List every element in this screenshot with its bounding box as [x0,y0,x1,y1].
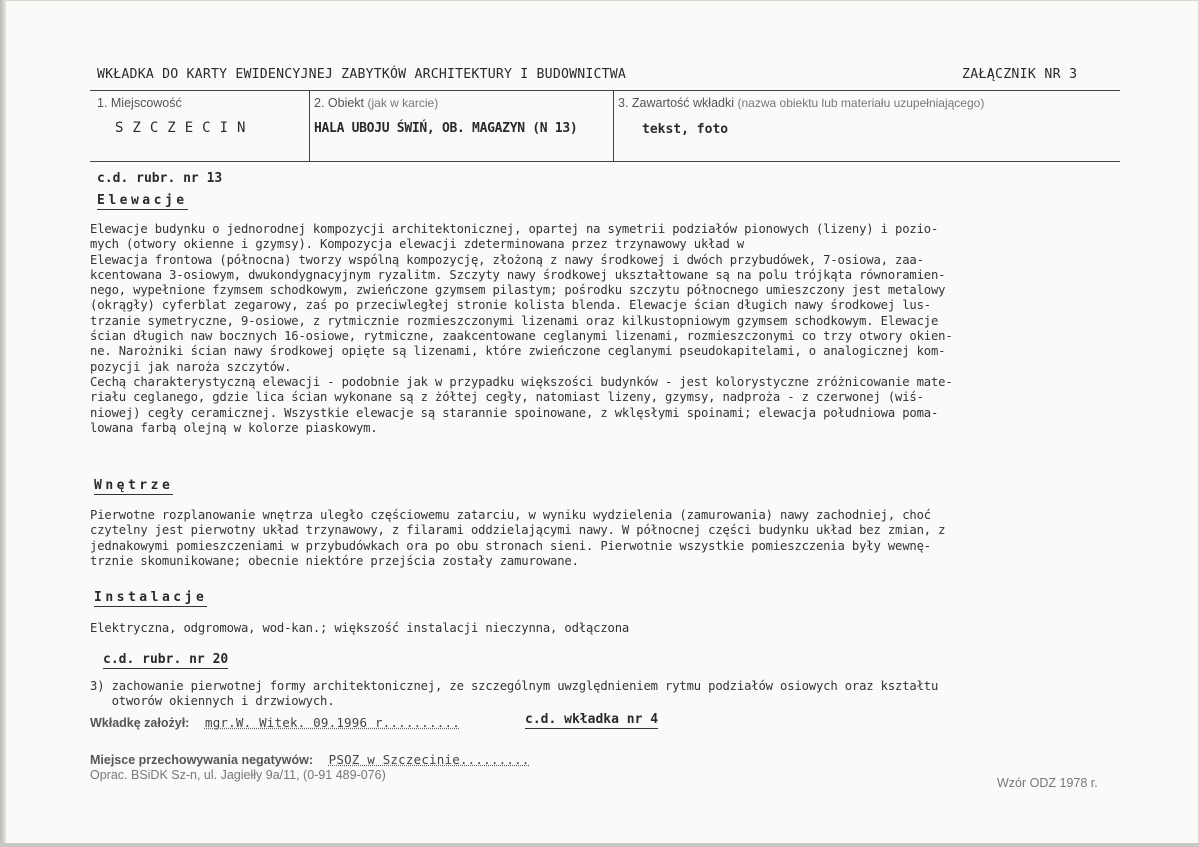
footer-prepared-by: Oprac. BSiDK Sz-n, ul. Jagiełły 9a/11, (0-91 489-076) [90,768,386,782]
section-text-rubric-20: 3) zachowanie pierwotnej formy architektonicznej, ze szczególnym uwzględnieniem rytmu podziałów osiowych oraz kształtu otworów okiennych i drzwiowych. [90,679,939,709]
section-heading-instalacje: Instalacje [94,590,208,605]
section-text-elewacje: Elewacje budynku o jednorodnej kompozycji architektonicznej, opartej na symetrii podziałów pionowych (lizeny) i pozio- mych (otwory okienne i gzymsy). Kompozycja elewacji zdeterminowana przez trzynawowy układ w Elewacja frontowa (północna) tworzy wspólną kompozycję, złożoną z nawy środkowej i dwóch przybudówek, 7-osiowa, zaa- kcentowana 3-osiowym, dwukondygnacyjnym ryzalitm. Szczyty nawy środkowej ukształtowane są na polu trójkąta równoramien- nego, wypełnione fzymsem schodkowym, zwieńczone gzymsem pilastym; pośrodku szczytu północnego umieszczony jest metalowy (okrągły) cyferblat zegarowy, zaś po przeciwległej stronie kolista blenda. Elewacje ścian długich nawy środkowej lus- trzanie symetryczne, 9-osiowe, z rytmicznie rozmieszczonymi lizenami oraz kilkustopniowym gzymsem schodkowym. Elewacje ścian długich naw bocznych 16-osiowe, rytmiczne, zaakcentowane ceglanymi lizenami, rozmieszczonymi co trzy otwory okien- ne. Narożniki ścian nawy środkowej opięte są lizenami, które zwieńczone ceglanymi pseudokapitelami, o analogicznej kom- pozycji jak naroża szczytów. Cechą charakterystyczną elewacji - podobnie jak w przypadku większości budynków - jest kolorystyczne zróżnicowanie mate- riału ceglanego, gdzie lica ścian wykonane są z żółtej cegły, natomiast lizeny, gzymsy, nadproża - z czerwonej (wiś- niowej) cegły ceramicznej. Wszystkie elewacje są starannie spoinowane, z wklęsłymi spoinami; elewacja południowa poma- lowana farbą olejną w kolorze piaskowym. [90,222,953,435]
field-object-value: HALA UBOJU ŚWIŃ, OB. MAGAZYN (N 13) [314,121,578,136]
section-text-instalacje: Elektryczna, odgromowa, wod-kan.; większość instalacji nieczynna, odłączona [90,621,630,635]
section-heading-wnetrze: Wnętrze [94,478,174,493]
footer-negatives: Miejsce przechowywania negatywów: PSOZ w Szczecinie......... [90,752,530,767]
footer-author: Wkładkę założył: mgr.W. Witek. 09.1996 r.......... [90,715,460,730]
form-divider-1 [309,91,310,161]
ref-rubric-20: c.d. rubr. nr 20 [103,652,229,667]
field-contents-value: tekst, foto [642,122,729,137]
field-contents-label: 3. Zawartość wkładki (nazwa obiektu lub materiału uzupełniającego) [618,96,985,110]
form-template-version: Wzór ODZ 1978 r. [997,776,1098,790]
field-locality-label: 1. Miejscowość [97,96,182,110]
document-title: WKŁADKA DO KARTY EWIDENCYJNEJ ZABYTKÓW ARCHITEKTURY I BUDOWNICTWA [97,67,627,82]
form-divider-2 [613,91,614,161]
page-bottom-edge [0,843,1199,847]
section-heading-elewacje: Elewacje [97,193,188,208]
annex-number: ZAŁĄCZNIK NR 3 [962,67,1078,82]
form-bottom-rule [90,161,1120,162]
field-locality-value: SZCZECIN [115,120,255,136]
section-text-wnetrze: Pierwotne rozplanowanie wnętrza uległo częściowemu zatarciu, w wyniku wydzielenia (zamurowania) nawy zachodniej, choć czytelny jest pierwotny układ trzynawowy, z filarami oddzielającymi nawy. W północnej części budynku układ bez zmian, z jednakowymi pomieszczeniami w przybudówkach ora po obu stronach sieni. Pierwotnie wszystkie pomieszczenia były wewnę- trznie skomunikowane; obecnie niektóre przejścia zostały zamurowane. [90,508,946,568]
form-top-rule [90,90,1120,91]
field-object-label: 2. Obiekt (jak w karcie) [314,96,439,110]
ref-rubric-13: c.d. rubr. nr 13 [97,171,223,186]
continued-insert: c.d. wkładka nr 4 [525,712,659,727]
page-left-edge [0,0,6,847]
